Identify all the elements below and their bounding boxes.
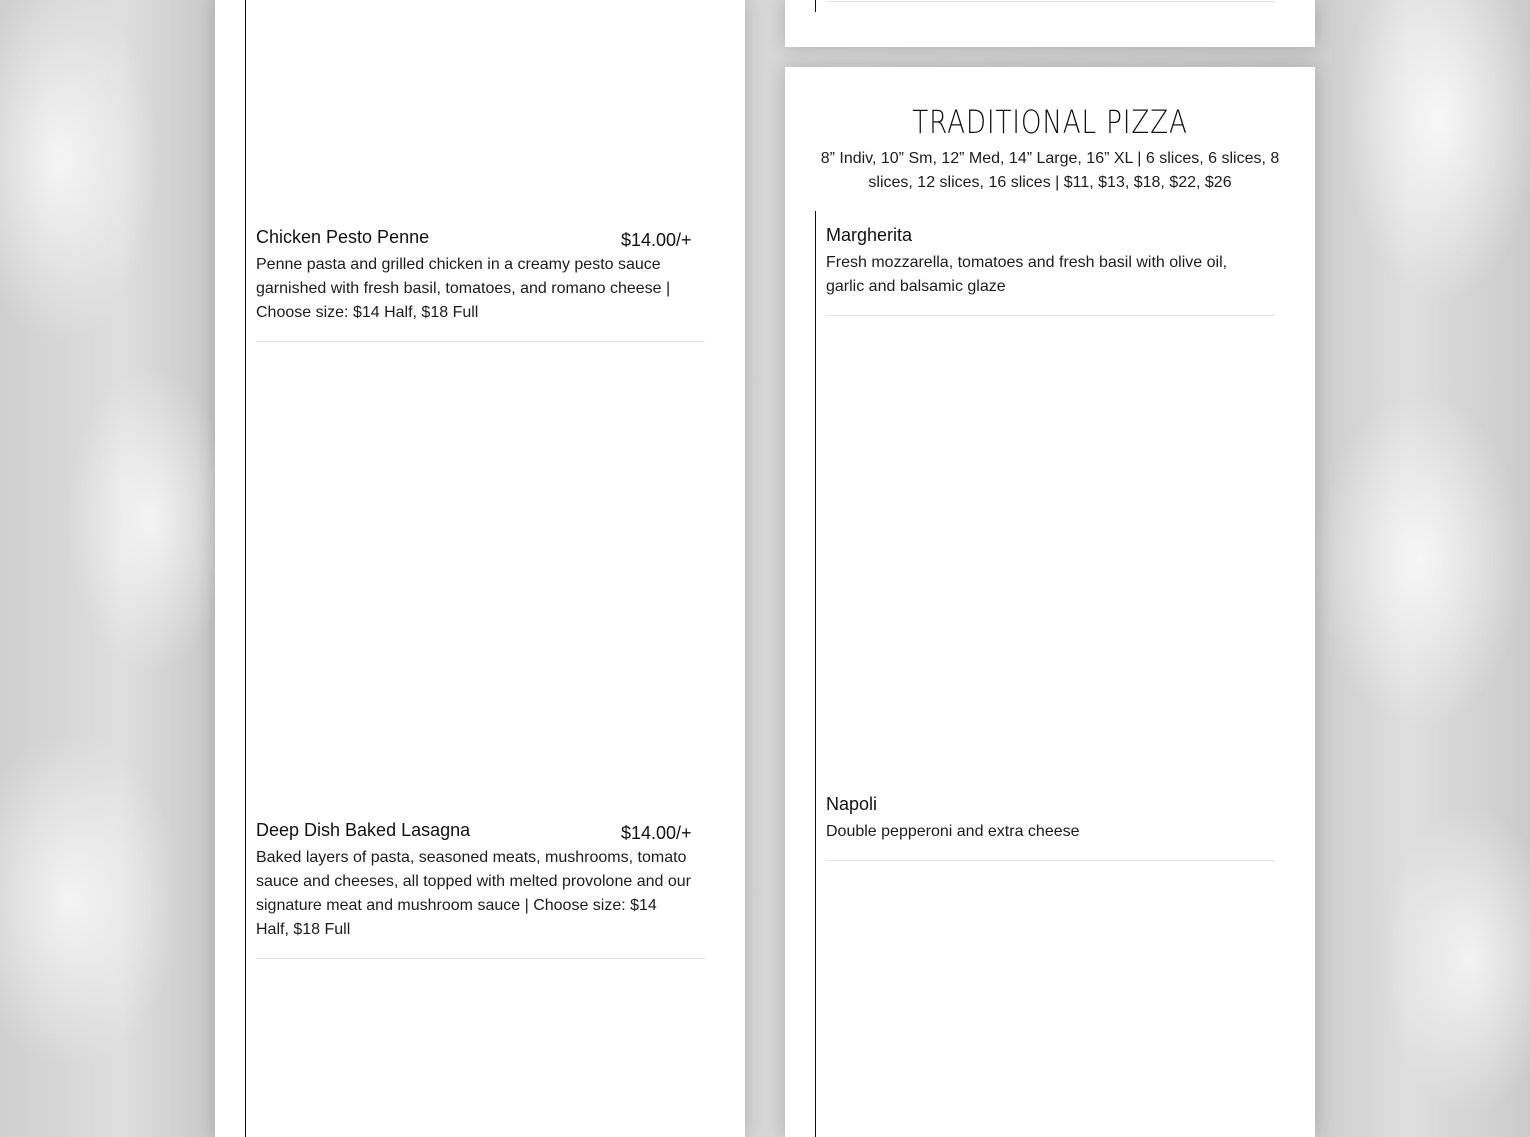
section-left-border	[245, 0, 246, 1137]
section-left-border	[815, 211, 816, 1137]
item-description: Fresh mozzarella, tomatoes and fresh basil with olive oil, garlic and balsamic glaze	[826, 254, 1228, 295]
item-name: Margherita	[826, 225, 913, 245]
item-divider	[826, 860, 1275, 861]
traditional-pizza-panel	[785, 67, 1315, 1137]
item-description: Penne pasta and grilled chicken in a creamy pesto sauce garnished with fresh basil, tomatoes, and romano cheese | Choose size: $14 Half, $18 Full	[256, 256, 671, 321]
item-name: Chicken Pesto Penne	[256, 227, 430, 247]
item-price: $14.00/+	[621, 823, 692, 843]
item-description: Baked layers of pasta, seasoned meats, mushrooms, tomato sauce and cheeses, all topped with melted provolone and our signature meat and mushroom sauce | Choose size: $14 Half, $18 Full	[256, 849, 691, 938]
item-divider	[256, 958, 705, 959]
item-divider	[826, 1, 1275, 2]
previous-section-panel	[785, 0, 1315, 47]
section-subtitle: 8” Indiv, 10” Sm, 12” Med, 14” Large, 16” XL | 6 slices, 6 slices, 8 slices, 12 slices, 16 slices | $11, $13, $18, $22, $26	[820, 150, 1280, 191]
item-price: $14.00/+	[621, 230, 692, 250]
section-title: TRADITIONAL PIZZA	[912, 103, 1188, 141]
item-name: Napoli	[826, 794, 878, 814]
item-divider	[256, 341, 705, 342]
section-left-border	[815, 0, 816, 12]
pasta-menu-panel	[215, 0, 745, 1137]
item-description: Double pepperoni and extra cheese	[826, 823, 1080, 840]
item-name: Deep Dish Baked Lasagna	[256, 820, 471, 840]
item-divider	[826, 315, 1275, 316]
